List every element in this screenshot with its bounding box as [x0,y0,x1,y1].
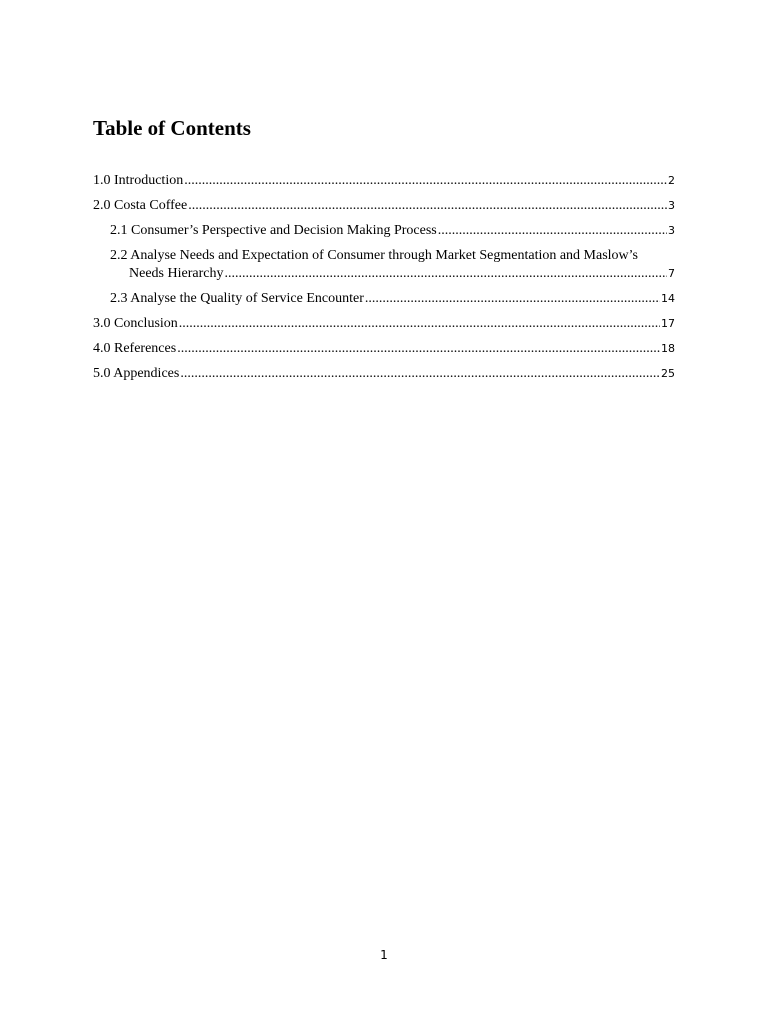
toc-entry-page-number: 25 [661,367,675,380]
toc-entry-label: 2.1 Consumer’s Perspective and Decision Making Process [110,223,437,238]
toc-entry-analyse-needs[interactable] [93,247,675,283]
page-title: Table of Contents [93,116,251,140]
toc-entry-page-number: 3 [668,224,675,237]
toc-entry-conclusion[interactable] [93,315,675,333]
footer-page-number: 1 [380,948,388,962]
table-of-contents [93,172,675,390]
toc-entry-label-line1: 2.2 Analyse Needs and Expectation of Consumer through Market Segmentation and Maslow’s [110,248,639,263]
toc-entry-label: 5.0 Appendices [93,366,180,381]
toc-entry-appendices[interactable] [93,365,675,383]
toc-entry-label: 2.3 Analyse the Quality of Service Encounter [110,291,364,306]
toc-entry-page-number: 3 [668,199,675,212]
toc-entry-consumer-perspective[interactable] [93,222,675,240]
toc-entry-references[interactable] [93,340,675,358]
toc-entry-service-encounter[interactable] [93,290,675,308]
toc-entry-page-number: 7 [668,267,675,280]
toc-entry-label: 4.0 References [93,341,177,356]
dot-leader [177,340,660,358]
toc-entry-label: 1.0 Introduction [93,173,184,188]
dot-leader [184,172,667,190]
dot-leader [180,365,660,383]
toc-entry-label: 3.0 Conclusion [93,316,178,331]
toc-entry-label: 2.0 Costa Coffee [93,198,188,213]
toc-entry-page-number: 2 [668,174,675,187]
toc-entry-page-number: 17 [661,317,675,330]
toc-entry-page-number: 18 [661,342,675,355]
dot-leader [188,197,667,215]
dot-leader [179,315,660,333]
toc-entry-label-line2: Needs Hierarchy [129,266,224,281]
dot-leader [224,265,667,283]
toc-entry-page-number: 14 [661,292,675,305]
toc-entry-introduction[interactable] [93,172,675,190]
dot-leader [438,222,667,240]
dot-leader [365,290,660,308]
toc-entry-costa-coffee[interactable] [93,197,675,215]
